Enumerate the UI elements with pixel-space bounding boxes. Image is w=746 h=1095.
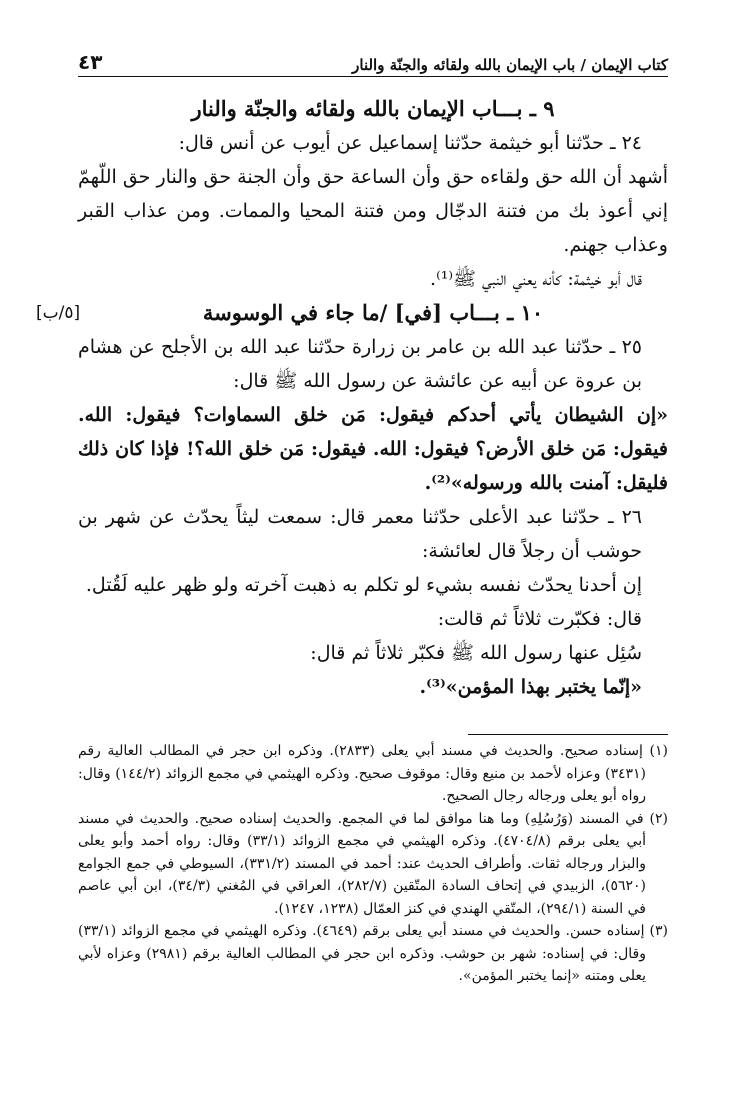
hadith-24-note: قال أبو خيثمة: كأنه يعني النبي ﷺ⁽¹⁾. — [430, 268, 642, 290]
footnote-rule — [468, 734, 668, 735]
hadith-26-line3: سُئِل عنها رسول الله ﷺ فكبّر ثلاثاً ثم قال: — [310, 642, 642, 664]
chapter-heading-9: ٩ ـ بـــاب الإيمان بالله ولقائه والجنّة والنار — [191, 96, 555, 121]
hadith-26-line2: قال: فكبّرت ثلاثاً ثم قالت: — [437, 608, 642, 630]
hadith-26-line4: «إنّما يختبر بهذا المؤمن»⁽³⁾. — [419, 676, 642, 698]
header-rule — [78, 76, 668, 77]
manuscript-folio-note: [٥/ب] — [36, 303, 81, 323]
running-header — [78, 44, 668, 74]
chapter-heading-10: ١٠ ـ بـــاب [في] /ما جاء في الوسوسة — [202, 300, 544, 325]
page-number: ٤٣ — [78, 50, 103, 74]
hadith-26-isnad: ٢٦ ـ حدّثنا عبد الأعلى حدّثنا معمر قال: سمعت ليثاً يحدّث عن شهر بن حوشب أن رجلاً قال لعائشة: — [78, 506, 642, 562]
hadith-26-text: إن أحدنا يحدّث نفسه بشيء لو تكلم به ذهبت آخرته ولو ظهر عليه لَقُتل. — [85, 574, 642, 596]
footnotes — [78, 740, 668, 988]
hadith-24-isnad: ٢٤ ـ حدّثنا أبو خيثمة حدّثنا إسماعيل عن أيوب عن أنس قال: — [178, 132, 642, 154]
footnote-1: (١) إسناده صحيح. والحديث في مسند أبي يعلى (٢٨٣٣). وذكره ابن حجر في المطالب العالية رقم (٣٤٣١) وعزاه لأحمد بن منيع وقال: موقوف صحيح. وذكره الهيثمي في مجمع الزوائد (١٤٤/٢) وقال: رواه أبو يعلى ورجاله رجال الصحيح. — [78, 743, 668, 804]
footnote-3: (٣) إسناده حسن. والحديث في مسند أبي يعلى برقم (٤٦٤٩). وذكره الهيثمي في مجمع الزوائد (٣٣/١) وقال: في إسناده: شهر بن حوشب. وذكره ابن حجر في المطالب العالية برقم (٢٩٨١) وعزاه لأبي يعلى ومتنه «إنما يختبر المؤمن». — [78, 923, 668, 984]
hadith-25-isnad: ٢٥ ـ حدّثنا عبد الله بن عامر بن زرارة حدّثنا عبد الله بن الأجلح عن هشام بن عروة عن أبيه عن عائشة عن رسول الله ﷺ قال: — [78, 336, 642, 392]
running-title: كتاب الإيمان / باب الإيمان بالله ولقائه والجنّة والنار — [352, 56, 668, 74]
chapter-heading-10-wrap — [36, 296, 668, 330]
main-text — [36, 92, 668, 704]
hadith-25-text: «إن الشيطان يأتي أحدكم فيقول: مَن خلق السماوات؟ فيقول: الله. فيقول: مَن خلق الأرض؟ فيقول: الله. فيقول: مَن خلق الله؟! فإذا كان ذلك فليقل: آمنت بالله ورسوله»⁽²⁾. — [78, 404, 668, 494]
footnote-2: (٢) في المسند (وَرُسُلِهِ) وما هنا موافق لما في المجمع. والحديث إسناده صحيح. والحديث في مسند أبي يعلى برقم (٤٧٠٤/٨). وذكره الهيثمي في مجمع الزوائد (٣٣/١) وقال: رواه أحمد وأبو يعلى والبزار ورجاله ثقات. وأطراف الحديث عند: أحمد في المسند (٣٣١/٢)، السيوطي في جمع الجوامع (٥٦٢٠)، الزبيدي في إتحاف السادة المتّقين (٢٨٢/٧)، العراقي في المُغني (٣٤/٣)، ابن أبي عاصم في السنة (٢٩٤/١)، المتّقي الهندي في كنز العمّال (١٢٣٨، ١٢٤٧). — [78, 810, 668, 917]
hadith-24-text: أشهد أن الله حق ولقاءه حق وأن الساعة حق وأن الجنة حق والنار حق اللّهمّ إني أعوذ بك من فتنة الدجّال ومن فتنة المحيا والممات. ومن عذاب القبر وعذاب جهنم. — [78, 166, 668, 256]
